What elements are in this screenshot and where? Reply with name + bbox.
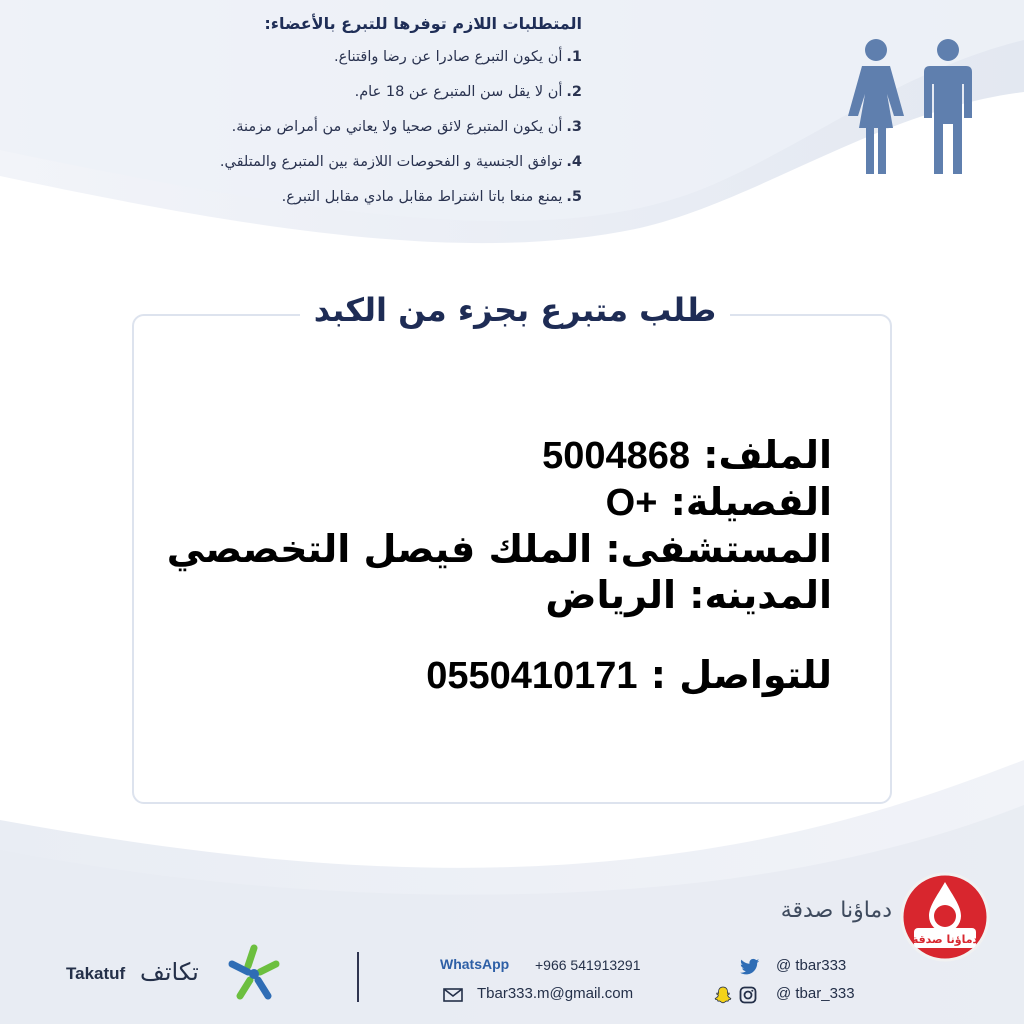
requirement-number: 3. <box>566 119 582 135</box>
requirement-item <box>22 113 582 148</box>
blood-type-label: الفصيلة: <box>670 480 832 524</box>
whatsapp-number[interactable]: +966 541913291 <box>535 957 641 973</box>
city-line <box>172 572 832 618</box>
request-details <box>166 432 832 699</box>
requirement-number: 5. <box>566 189 582 205</box>
requirement-number: 4. <box>566 154 582 170</box>
hospital-value: الملك فيصل التخصصي <box>166 527 593 571</box>
blood-type-value: O+ <box>605 482 658 524</box>
mail-icon <box>443 988 463 1002</box>
requirement-text: يمنع منعا باتا اشتراط مقابل مادي مقابل التبرع. <box>281 189 563 205</box>
file-label: الملف: <box>703 433 832 477</box>
instagram-handle[interactable]: @ tbar_333 <box>776 985 855 1002</box>
requirement-item <box>22 148 582 183</box>
requirements-section <box>22 14 582 218</box>
requirements-list <box>22 43 582 218</box>
footer-divider <box>357 952 359 1002</box>
instagram-icon <box>739 986 757 1004</box>
city-value: الرياض <box>545 573 677 617</box>
requirement-text: أن يكون التبرع صادرا عن رضا واقتناع. <box>333 49 563 65</box>
blood-drop-logo <box>900 872 990 962</box>
hospital-line <box>166 526 832 572</box>
takatuf-logo <box>222 942 286 1004</box>
snapchat-icon <box>714 986 732 1004</box>
requirement-item <box>22 78 582 113</box>
takatuf-arabic-name: تكاتف <box>140 958 199 986</box>
requirement-item <box>22 43 582 78</box>
file-line <box>172 432 832 479</box>
contact-phone[interactable]: 0550410171 <box>426 655 638 697</box>
org-logo-text: دماؤنا صدقة <box>911 933 979 946</box>
requirement-text: أن يكون المتبرع لائق صحيا ولا يعاني من أمراض مزمنة. <box>231 119 563 135</box>
requirement-number: 1. <box>566 49 582 65</box>
hospital-label: المستشفى: <box>605 527 832 571</box>
requirement-item <box>22 183 582 218</box>
woman-man-icon <box>842 36 982 176</box>
spacer <box>172 618 832 652</box>
card-title: طلب متبرع بجزء من الكبد <box>300 284 730 336</box>
requirement-text: توافق الجنسية و الفحوصات اللازمة بين المتبرع والمتلقي. <box>219 154 563 170</box>
twitter-icon <box>740 958 760 976</box>
blood-type-line <box>172 479 832 526</box>
requirements-title: المتطلبات اللازم توفرها للتبرع بالأعضاء: <box>264 14 582 33</box>
whatsapp-label: WhatsApp <box>440 956 510 972</box>
requirement-text: أن لا يقل سن المتبرع عن 18 عام. <box>354 84 563 100</box>
contact-line <box>172 652 832 699</box>
twitter-handle[interactable]: @ tbar333 <box>776 957 847 974</box>
file-value: 5004868 <box>542 435 691 477</box>
city-label: المدينه: <box>689 573 832 617</box>
email-address[interactable]: Tbar333.m@gmail.com <box>477 985 634 1002</box>
contact-label: للتواصل : <box>650 653 832 697</box>
organization-name: دماؤنا صدقة <box>780 898 892 923</box>
requirement-number: 2. <box>566 84 582 100</box>
takatuf-english-name: Takatuf <box>66 964 126 983</box>
